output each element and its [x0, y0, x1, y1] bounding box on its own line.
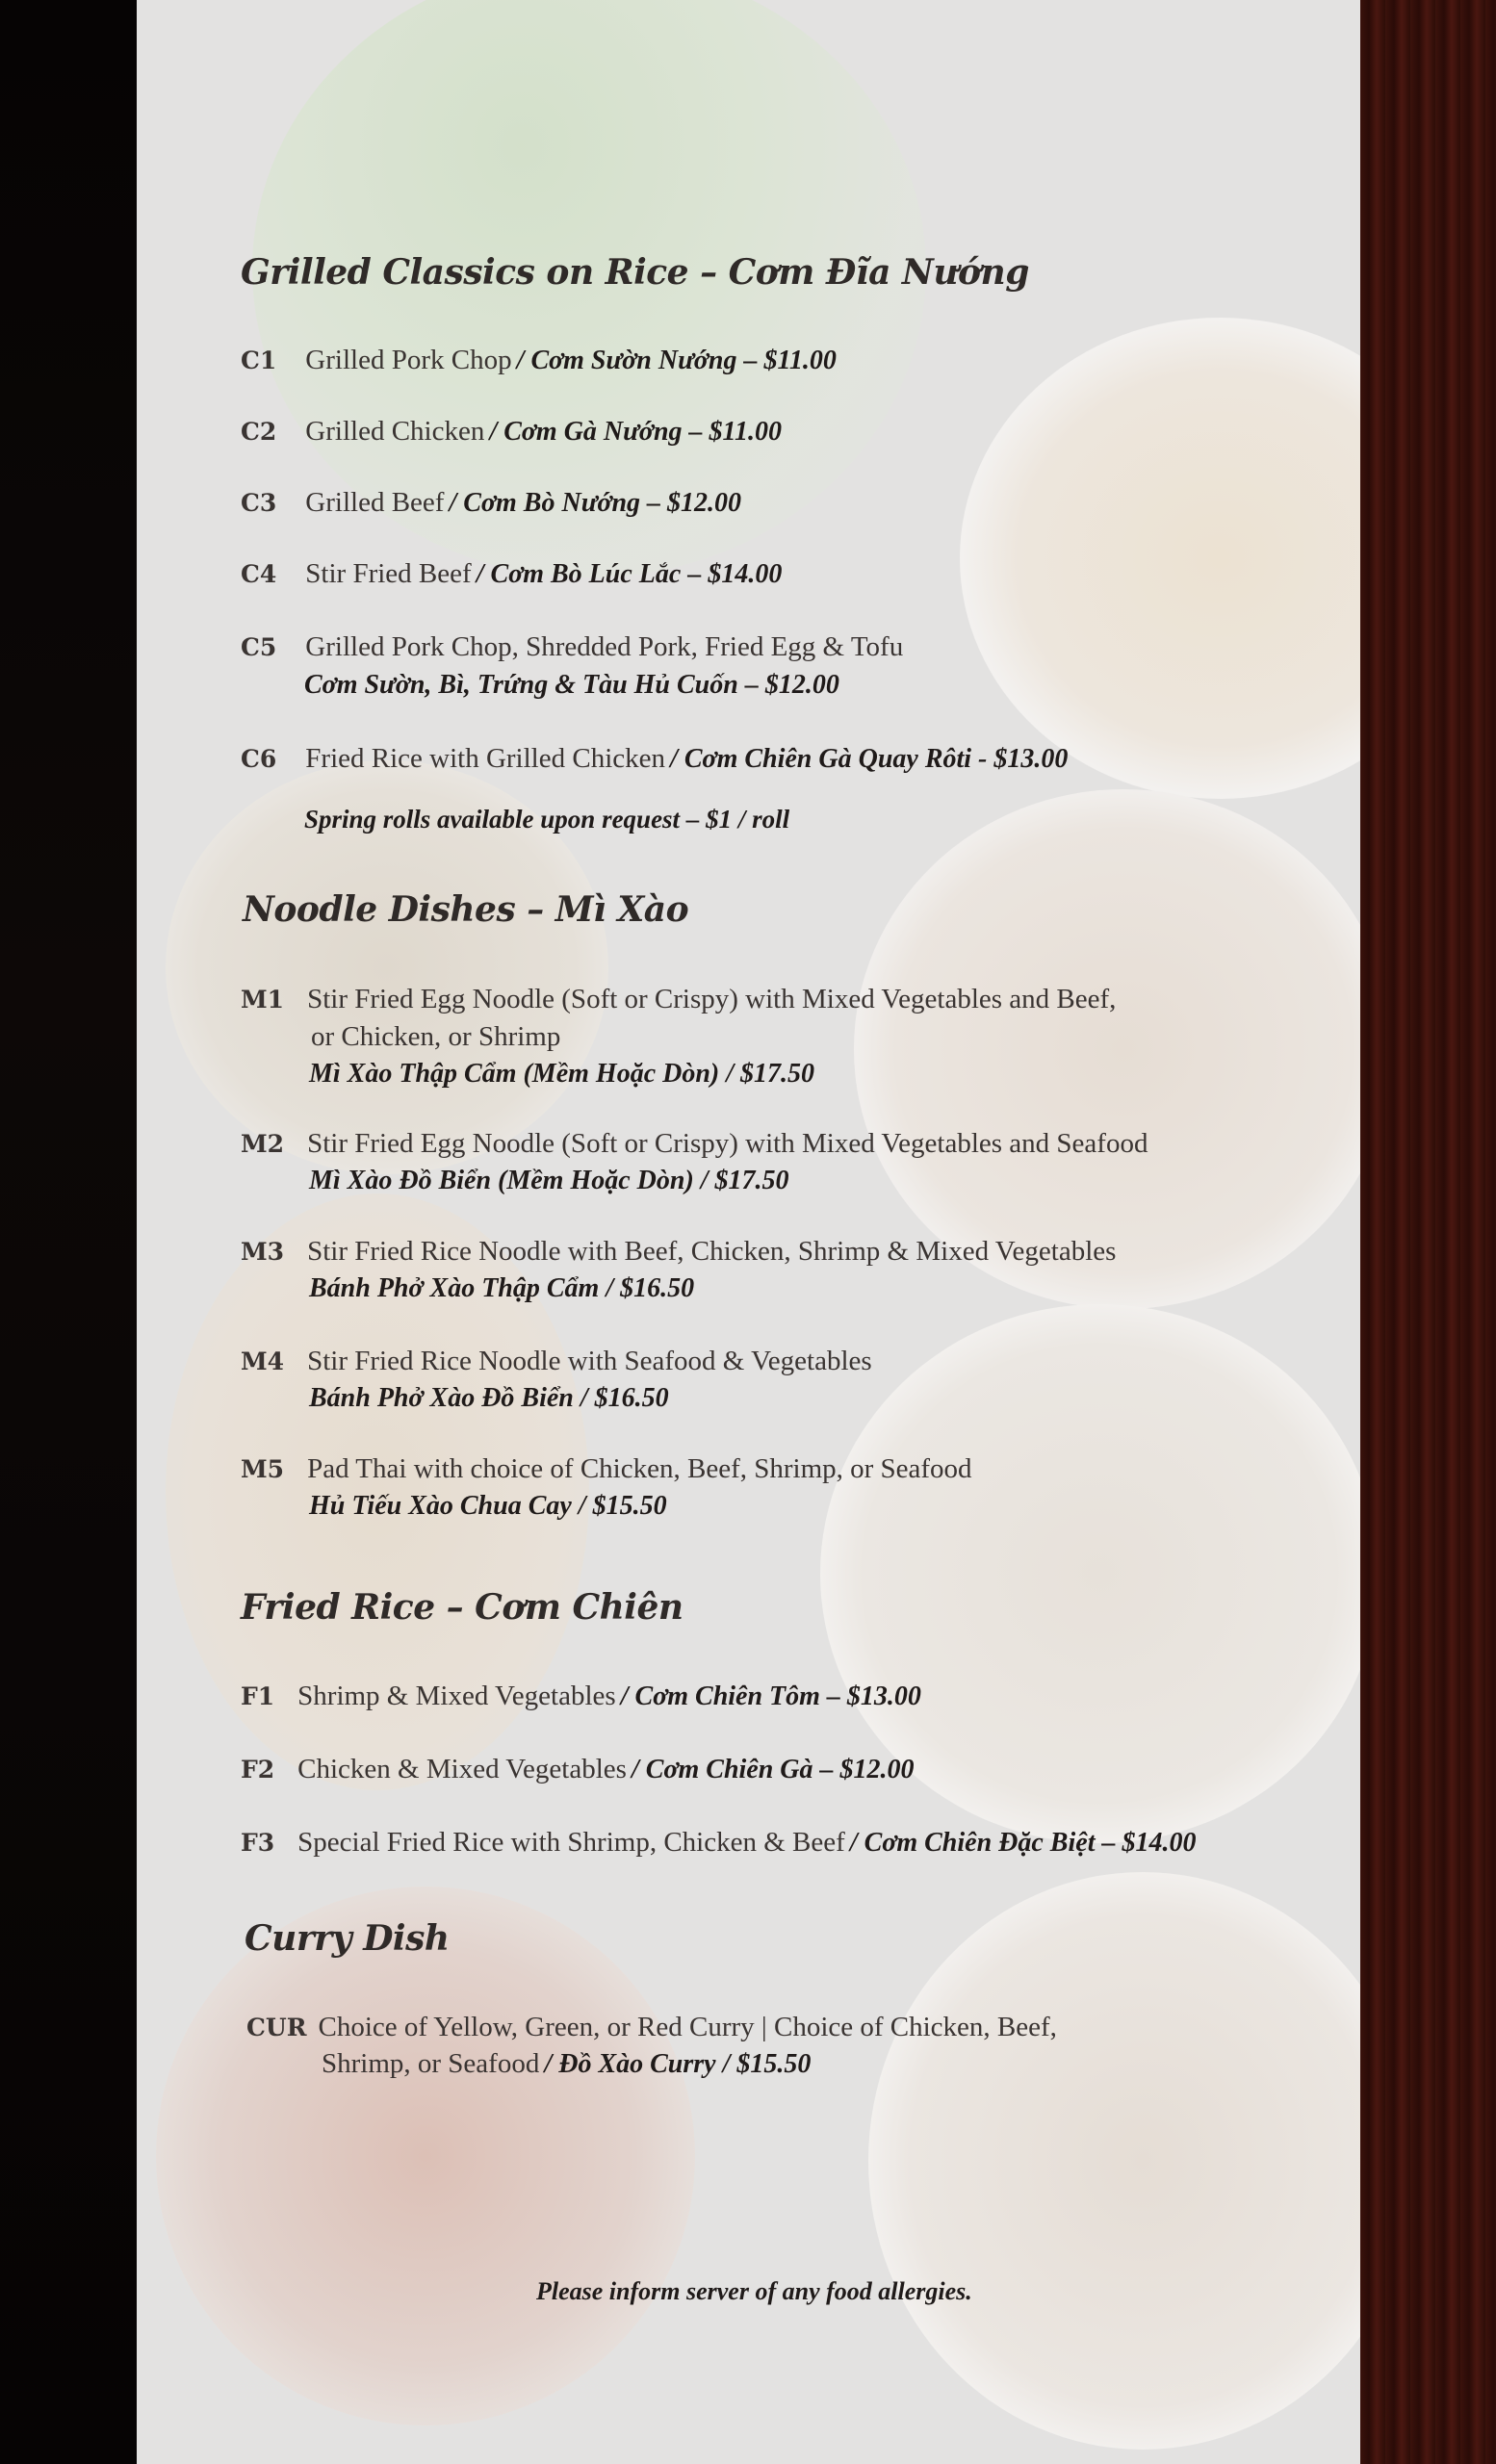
item-vietnamese-price: / Cơm Bò Nướng – $12.00	[449, 488, 742, 518]
item-description: Stir Fried Rice Noodle with Beef, Chicken, Shrimp & Mixed Vegetables	[307, 1236, 1117, 1267]
section-title-grilled: Grilled Classics on Rice – Cơm Đĩa Nướng	[241, 252, 1029, 293]
menu-item	[241, 1754, 915, 1785]
item-vietnamese-price: / Cơm Chiên Tôm – $13.00	[620, 1681, 921, 1711]
item-code: C6	[241, 745, 277, 773]
item-description: Shrimp & Mixed Vegetables	[297, 1681, 616, 1711]
item-description-continued: or Chicken, or Shrimp	[311, 1021, 561, 1052]
menu-item	[241, 743, 1068, 775]
menu-item-continued	[322, 2048, 811, 2080]
spring-roll-note: Spring rolls available upon request – $1 / roll	[304, 805, 790, 834]
item-code: C4	[241, 560, 277, 588]
menu-item	[241, 345, 837, 376]
background-right-wood	[1360, 0, 1496, 2464]
item-description: Stir Fried Rice Noodle with Seafood & Vegetables	[307, 1346, 872, 1376]
item-description: Stir Fried Beef	[305, 558, 472, 589]
item-description: Grilled Chicken	[305, 416, 485, 447]
menu-item	[241, 1827, 1196, 1859]
item-vietnamese-price: Bánh Phở Xào Thập Cẩm / $16.50	[309, 1273, 695, 1303]
item-code: M2	[241, 1130, 285, 1158]
menu-item	[241, 416, 782, 448]
menu-item	[241, 631, 903, 663]
item-vietnamese-price: Cơm Sườn, Bì, Trứng & Tàu Hủ Cuốn – $12.00	[304, 670, 839, 700]
menu-item	[241, 1346, 872, 1377]
item-description: Special Fried Rice with Shrimp, Chicken & Beef	[297, 1827, 845, 1858]
menu-item	[241, 1236, 1116, 1268]
item-code: F2	[241, 1756, 275, 1784]
item-vietnamese-price: / Cơm Sườn Nướng – $11.00	[516, 346, 837, 375]
item-code: M3	[241, 1238, 285, 1266]
item-description: Grilled Beef	[305, 487, 445, 518]
item-code: C5	[241, 633, 277, 661]
item-code: M5	[241, 1455, 285, 1483]
allergy-notice: Please inform server of any food allergies.	[536, 2277, 972, 2305]
item-description: Stir Fried Egg Noodle (Soft or Crispy) with Mixed Vegetables and Beef,	[307, 984, 1117, 1014]
section-title-curry: Curry Dish	[245, 1918, 450, 1959]
item-vietnamese-price: / Cơm Chiên Đặc Biệt – $14.00	[849, 1828, 1197, 1858]
item-description: Choice of Yellow, Green, or Red Curry | Choice of Chicken, Beef,	[318, 2012, 1057, 2042]
section-title-fried-rice: Fried Rice – Cơm Chiên	[241, 1587, 684, 1628]
menu-item	[241, 487, 741, 519]
item-vietnamese-price: Mì Xào Thập Cẩm (Mềm Hoặc Dòn) / $17.50	[309, 1059, 815, 1089]
item-vietnamese-price: / Cơm Gà Nướng – $11.00	[489, 417, 782, 447]
item-vietnamese-price: Hủ Tiếu Xào Chua Cay / $15.50	[309, 1491, 667, 1521]
item-description: Chicken & Mixed Vegetables	[297, 1754, 627, 1784]
sauce-bowl-photo	[960, 318, 1360, 799]
item-code: C2	[241, 418, 277, 446]
item-vietnamese-price: / Cơm Bò Lúc Lắc – $14.00	[476, 559, 783, 589]
item-code: C1	[241, 346, 277, 374]
sauce-bowl-photo	[868, 1872, 1360, 2450]
item-code: M4	[241, 1348, 285, 1375]
item-vietnamese-price: Bánh Phở Xào Đồ Biển / $16.50	[309, 1383, 669, 1413]
item-description: Stir Fried Egg Noodle (Soft or Crispy) with Mixed Vegetables and Seafood	[307, 1128, 1148, 1159]
menu-item	[241, 1681, 921, 1712]
menu-item	[241, 1128, 1148, 1160]
background-left	[0, 0, 137, 2464]
section-title-noodle: Noodle Dishes – Mì Xào	[243, 889, 689, 930]
menu-item	[246, 2012, 1057, 2043]
menu-item	[241, 558, 782, 590]
item-code: C3	[241, 489, 277, 517]
item-code: M1	[241, 986, 285, 1014]
sauce-bowl-photo	[854, 789, 1360, 1309]
menu-item	[241, 984, 1116, 1015]
item-description-continued: Shrimp, or Seafood	[322, 2048, 540, 2079]
item-code: CUR	[246, 2014, 307, 2041]
item-code: F1	[241, 1682, 275, 1710]
item-description: Grilled Pork Chop, Shredded Pork, Fried Egg & Tofu	[305, 631, 904, 662]
menu-item	[241, 1453, 972, 1485]
item-vietnamese-price: Mì Xào Đồ Biển (Mềm Hoặc Dòn) / $17.50	[309, 1166, 789, 1195]
item-vietnamese-price: / Cơm Chiên Gà Quay Rôti - $13.00	[670, 744, 1069, 774]
item-code: F3	[241, 1829, 275, 1857]
item-vietnamese-price: / Đồ Xào Curry / $15.50	[544, 2049, 812, 2079]
item-description: Grilled Pork Chop	[305, 345, 512, 375]
item-vietnamese-price: / Cơm Chiên Gà – $12.00	[632, 1755, 915, 1784]
chili-bowl-photo	[156, 1886, 695, 2426]
item-description: Pad Thai with choice of Chicken, Beef, Shrimp, or Seafood	[307, 1453, 972, 1484]
item-description: Fried Rice with Grilled Chicken	[305, 743, 665, 774]
